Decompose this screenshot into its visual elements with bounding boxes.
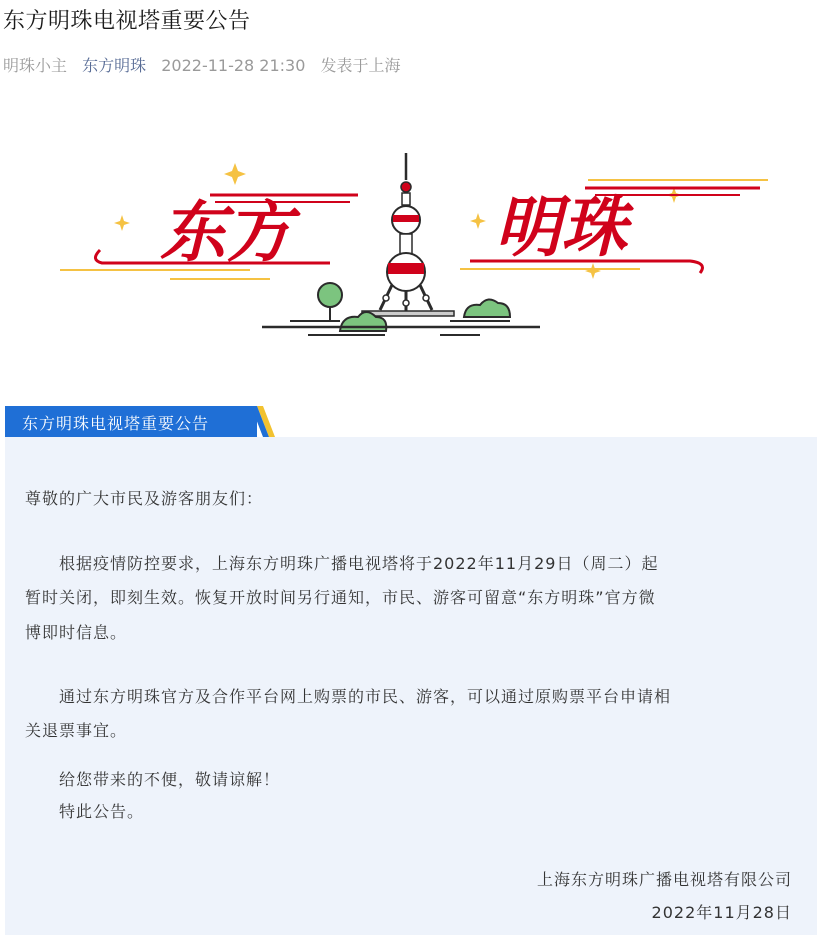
notice-greeting: 尊敬的广大市民及游客朋友们： xyxy=(25,489,264,508)
publish-time: 2022-11-28 21:30 xyxy=(161,56,306,75)
section-heading: 东方明珠电视塔重要公告 xyxy=(22,414,210,433)
notice-para1-line3: 博即时信息。 xyxy=(25,623,128,642)
author-name: 明珠小主 xyxy=(3,56,68,75)
notice-apology: 给您带来的不便，敬请谅解！ xyxy=(59,770,281,789)
notice-para1-line2: 暂时关闭，即刻生效。恢复开放时间另行通知，市民、游客可留意“东方明珠”官方微 xyxy=(25,588,656,607)
notice-date: 2022年11月28日 xyxy=(651,903,792,922)
section-heading-tag xyxy=(5,406,275,437)
oriental-pearl-banner xyxy=(40,145,780,345)
notice-para2-line2: 关退票事宜。 xyxy=(25,721,128,740)
notice-panel xyxy=(5,437,817,935)
notice-para2-line1: 通过东方明珠官方及合作平台网上购票的市民、游客，可以通过原购票平台申请相 xyxy=(59,687,672,706)
article-title: 东方明珠电视塔重要公告 xyxy=(3,9,251,34)
notice-closing: 特此公告。 xyxy=(59,802,145,821)
notice-signature: 上海东方明珠广播电视塔有限公司 xyxy=(536,870,792,889)
article-meta xyxy=(3,53,411,76)
banner-text-left: 东方 xyxy=(160,194,292,271)
tower-icon xyxy=(362,153,454,316)
publish-location: 发表于上海 xyxy=(320,56,401,75)
banner-text-right: 明珠 xyxy=(495,189,627,266)
tree-icon xyxy=(318,283,342,321)
account-link[interactable]: 东方明珠 xyxy=(82,56,147,75)
notice-para1-line1: 根据疫情防控要求，上海东方明珠广播电视塔将于2022年11月29日（周二）起 xyxy=(59,554,659,573)
